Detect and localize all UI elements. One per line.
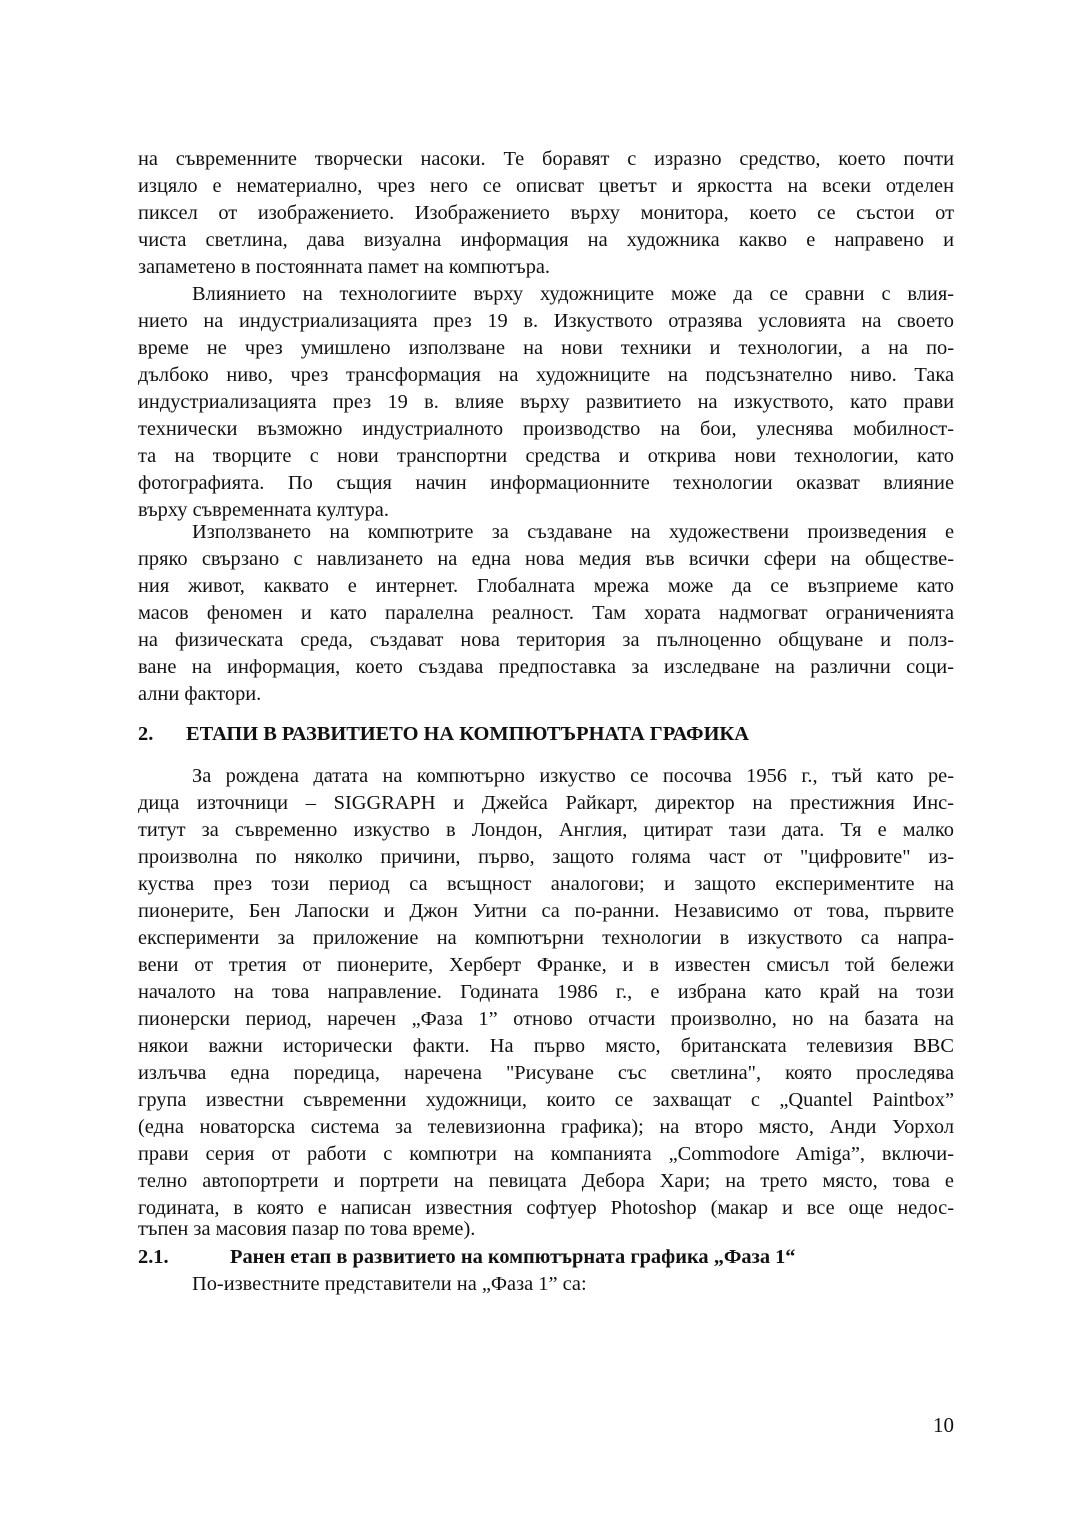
paragraph-4-line-16: телно автопортрети и портрети на певицата Дебора Хари; на трето място, това е xyxy=(138,1170,954,1192)
paragraph-4-line-12: излъчва една поредица, наречена "Рисуване със светлина", която проследява xyxy=(138,1062,954,1084)
paragraph-2-line-4: дълбоко ниво, чрез трансформация на художниците на подсъзнателно ниво. Така xyxy=(138,364,954,386)
paragraph-5-line-1: По-известните представители на „Фаза 1” са: xyxy=(192,1273,587,1295)
paragraph-4-line-5: куства през този период са всъщност аналогови; и защото експериментите на xyxy=(138,873,954,895)
paragraph-2-line-2: нието на индустриализацията през 19 в. Изкуството отразява условията на своето xyxy=(138,310,954,332)
section-2-heading xyxy=(138,720,954,748)
paragraph-4-line-13: група известни съвременни художници, които се захващат с „Quantel Paintbox” xyxy=(138,1089,954,1111)
paragraph-4-line-9: началото на това направление. Годината 1986 г., е избрана като край на този xyxy=(138,981,954,1003)
paragraph-3-line-5: на физическата среда, създават нова територия за пълноценно общуване и полз- xyxy=(138,629,954,651)
paragraph-4-line-17: годината, в която е написан известния софтуер Photoshop (макар и все още недос- xyxy=(138,1197,954,1219)
paragraph-1-line-3: пиксел от изображението. Изображението върху монитора, което се състои от xyxy=(138,202,954,224)
paragraph-3-line-4: масов феномен и като паралелна реалност. Там хората надмогват ограниченията xyxy=(138,602,954,624)
section-2-1-title: Ранен етап в развитието на компютърната графика „Фаза 1“ xyxy=(230,1246,796,1268)
paragraph-3-line-6: ване на информация, което създава предпоставка за изследване на различни соци- xyxy=(138,656,954,678)
paragraph-4-line-6: пионерите, Бен Лапоски и Джон Уитни са по-ранни. Независимо от това, първите xyxy=(138,900,954,922)
section-2-title: ЕТАПИ В РАЗВИТИЕТО НА КОМПЮТЪРНАТА ГРАФИКА xyxy=(186,723,749,745)
paragraph-2-line-1: Влиянието на технологиите върху художниците може да се сравни с влия- xyxy=(192,283,954,305)
paragraph-1-line-2: изцяло е нематериално, чрез него се описват цветът и яркостта на всеки отделен xyxy=(138,175,954,197)
paragraph-1-line-4: чиста светлина, дава визуална информация на художника какво е направено и xyxy=(138,229,954,251)
paragraph-3-line-1: Използването на компютрите за създаване на художествени произведения е xyxy=(192,521,954,543)
paragraph-4-line-18: тъпен за масовия пазар по това време). xyxy=(138,1218,476,1240)
paragraph-4-line-8: вени от третия от пионерите, Херберт Франке, и в известен смисъл той бележи xyxy=(138,954,954,976)
section-2-1-number: 2.1. xyxy=(138,1246,169,1268)
paragraph-2-line-9: върху съвременната култура. xyxy=(138,499,389,521)
paragraph-1-line-5: запаметено в постоянната памет на компютъра. xyxy=(138,256,551,278)
paragraph-2-line-5: индустриализацията през 19 в. влияе върху развитието на изкуството, като прави xyxy=(138,391,954,413)
paragraph-2-line-8: фотографията. По същия начин информационните технологии оказват влияние xyxy=(138,472,954,494)
paragraph-4-line-2: дица източници – SIGGRAPH и Джейса Райкарт, директор на престижния Инс- xyxy=(138,792,954,814)
section-2-number: 2. xyxy=(138,723,154,745)
paragraph-3-line-3: ния живот, каквато е интернет. Глобалната мрежа може да се възприеме като xyxy=(138,575,954,597)
paragraph-4-line-10: пионерски период, наречен „Фаза 1” отново отчасти произволно, но на базата на xyxy=(138,1008,954,1030)
page-number: 10 xyxy=(933,1413,954,1437)
paragraph-1-line-1: на съвременните творчески насоки. Те боравят с изразно средство, което почти xyxy=(138,148,954,170)
paragraph-2-line-6: технически възможно индустриалното производство на бои, улеснява мобилност- xyxy=(138,418,954,440)
paragraph-2-line-7: та на творците с нови транспортни средства и открива нови технологии, като xyxy=(138,445,954,467)
paragraph-3-line-7: ални фактори. xyxy=(138,683,262,705)
paragraph-4-line-15: прави серия от работи с компютри на компанията „Commodore Amiga”, включи- xyxy=(138,1143,954,1165)
paragraph-4-line-7: експерименти за приложение на компютърни технологии в изкуството са напра- xyxy=(138,927,954,949)
paragraph-4-line-1: За рождена датата на компютърно изкуство се посочва 1956 г., тъй като ре- xyxy=(192,765,954,787)
section-2-1-heading xyxy=(138,1243,954,1271)
paragraph-2-line-3: време не чрез умишлено използване на нови техники и технологии, а на по- xyxy=(138,337,954,359)
paragraph-4-line-4: произволна по няколко причини, първо, защото голяма част от "цифровите" из- xyxy=(138,846,954,868)
paragraph-4-line-14: (една новаторска система за телевизионна графика); на второ място, Анди Уорхол xyxy=(138,1116,954,1138)
paragraph-4-line-3: титут за съвременно изкуство в Лондон, Англия, цитират тази дата. Тя е малко xyxy=(138,819,954,841)
paragraph-4-line-11: някои важни исторически факти. На първо място, британската телевизия BBC xyxy=(138,1035,954,1057)
paragraph-3-line-2: пряко свързано с навлизането на една нова медия във всички сфери на обществе- xyxy=(138,548,954,570)
